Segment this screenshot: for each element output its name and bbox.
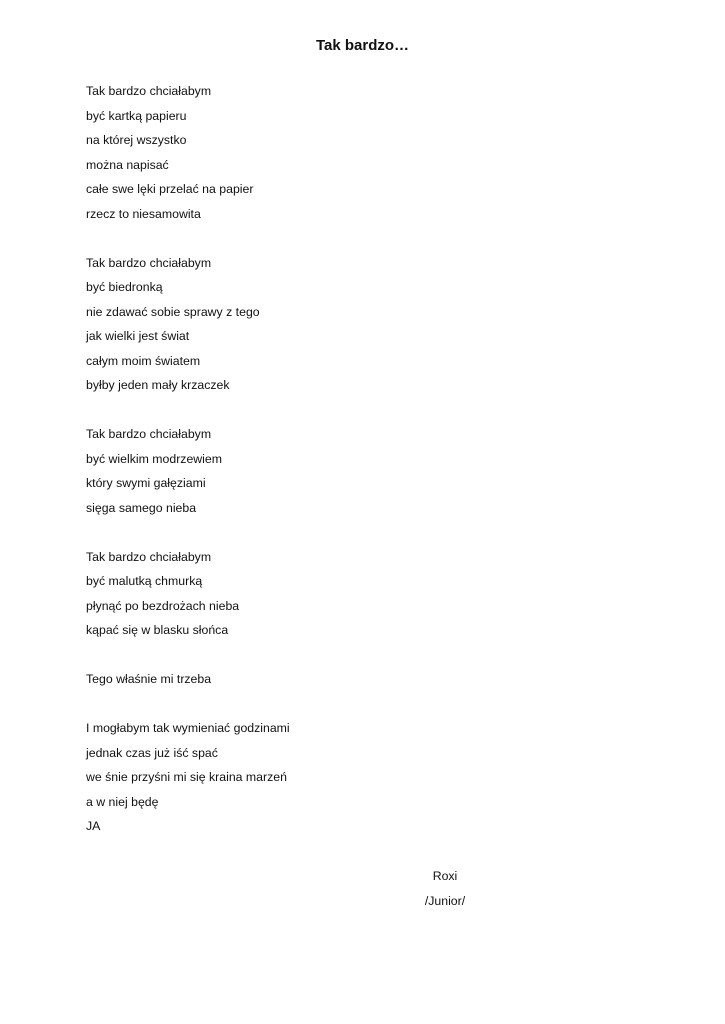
poem-line: a w niej będę: [86, 794, 159, 809]
poem-line: JA: [86, 819, 101, 833]
poem-line: Tak bardzo chciałabym: [86, 549, 212, 564]
stanza-1: [86, 81, 646, 228]
poem-line: całym moim światem: [86, 353, 201, 368]
stanza-2: [86, 253, 646, 400]
stanza-6: [86, 718, 646, 841]
poem-line: płynąć po bezdrożach nieba: [86, 598, 240, 613]
poem-line: być wielkim modrzewiem: [86, 451, 222, 466]
poem-line: który swymi gałęziami: [86, 476, 206, 490]
poem-line: Tego właśnie mi trzeba: [86, 672, 212, 686]
poem-line: Tak bardzo chciałabym: [86, 427, 212, 441]
poem-line: Tak bardzo chciałabym: [86, 84, 212, 98]
poem-line: można napisać: [86, 157, 169, 172]
poem-line: jednak czas już iść spać: [86, 745, 218, 760]
poem-line: na której wszystko: [86, 133, 187, 147]
signature-block: [380, 866, 510, 916]
poem-line: kąpać się w blasku słońca: [86, 623, 229, 637]
poem-line: we śnie przyśni mi się kraina marzeń: [86, 770, 287, 784]
poem-line: jak wielki jest świat: [86, 329, 190, 343]
poem-title: Tak bardzo…: [315, 37, 410, 54]
poem-line: nie zdawać sobie sprawy z tego: [86, 304, 260, 319]
poem-line: byłby jeden mały krzaczek: [86, 378, 230, 392]
poem-line: całe swe lęki przelać na papier: [86, 182, 254, 196]
poem-line: być kartką papieru: [86, 108, 187, 123]
stanza-5: [86, 669, 646, 694]
poem-line: sięga samego nieba: [86, 500, 197, 515]
poem-line: I mogłabym tak wymieniać godzinami: [86, 721, 290, 735]
stanza-3: [86, 424, 646, 522]
signature-author: Roxi: [432, 869, 458, 883]
poem-line: rzecz to niesamowita: [86, 206, 201, 221]
poem-line: Tak bardzo chciałabym: [86, 255, 212, 270]
poem-body: [86, 81, 646, 865]
poem-line: być biedronką: [86, 280, 163, 294]
poem-line: być malutką chmurką: [86, 574, 203, 588]
stanza-4: [86, 547, 646, 645]
signature-group: /Junior/: [424, 894, 466, 908]
